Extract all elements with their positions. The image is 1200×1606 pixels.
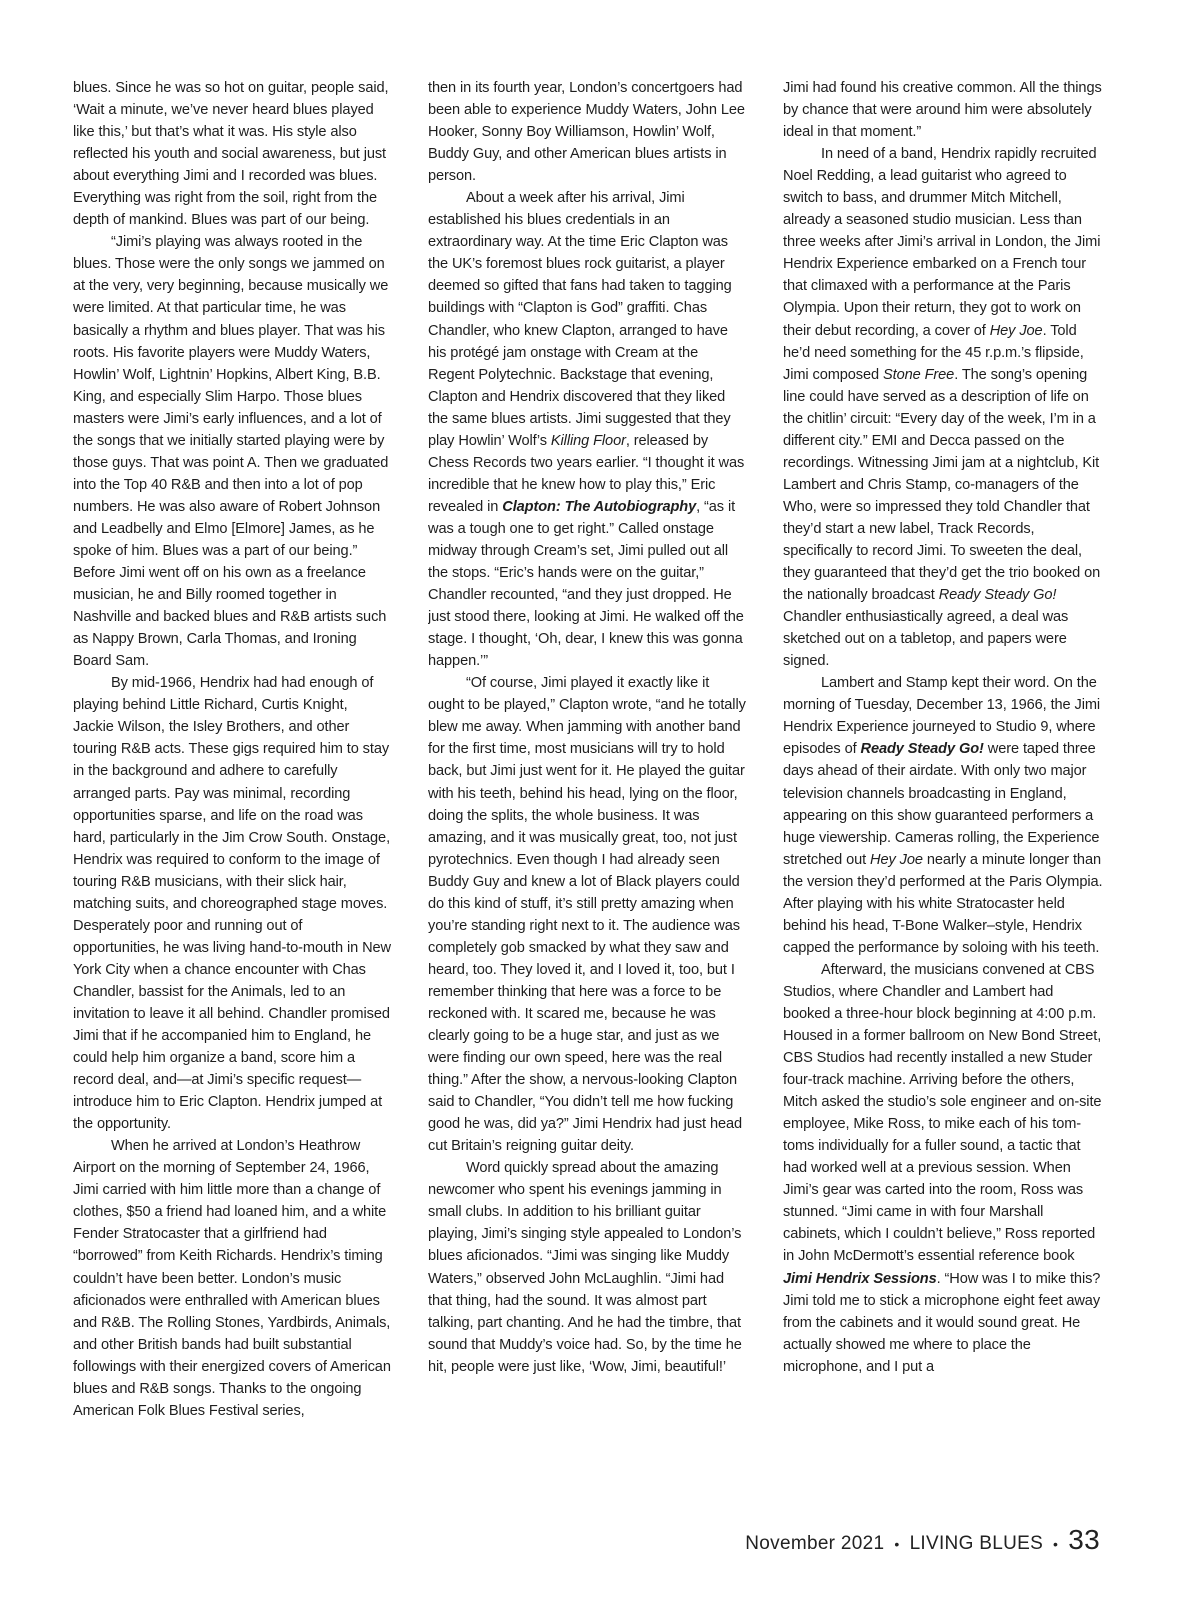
text-run: . The song’s opening line could have served as a description of life on the chitlin’ circuit: “Every day of the week, I’m in a different city.” EMI and Decca passed on the recordings. Witnessing Jimi jam at a nightclub, Kit Lambert and Chris Stamp, co-managers of the Who, were so impressed they told Chandler that they’d start a new label, Track Records, specifically to record Jimi. To sweeten the deal, they guaranteed that they’d get the trio booked on the nationally broadcast bbox=[783, 366, 1101, 604]
text-run: . “How was I to mike this? Jimi told me to stick a microphone eight feet away from the cabinets and it would sound great. He actually showed me where to place the microphone, and I put a bbox=[783, 1270, 1101, 1375]
text-run: “Jimi’s playing was always rooted in the blues. Those were the only songs we jammed on at the very, very beginning, because musically we were limited. At that particular time, he was basically a rhythm and blues player. That was his roots. His favorite players were Muddy Waters, Howlin’ Wolf, Lightnin’ Hopkins, Albert King, B.B. King, and especially Slim Harpo. Those blues masters were Jimi’s early influences, and a lot of the songs that we initially started playing were by those guys. That was point A. Then we graduated into the Top 40 R&B and then into a lot of pop numbers. He was also aware of Robert Johnson and Leadbelly and Elmo [Elmore] James, as he spoke of him. Blues was a part of our being.” Before Jimi went off on his own as a freelance musician, he and Billy roomed together in Nashville and backed blues and R&B artists such as Nappy Brown, Carla Thomas, and Ironing Board Sam. bbox=[73, 234, 389, 670]
page-number: 33 bbox=[1068, 1524, 1100, 1555]
text-run: then in its fourth year, London’s concertgoers had been able to experience Muddy Waters, John Lee Hooker, Sonny Boy Williamson, Howlin’ Wolf, Buddy Guy, and other American blues artists in person. bbox=[428, 80, 745, 185]
text-run: Lambert and Stamp kept their word. On the morning of Tuesday, December 13, 1966, the Jimi Hendrix Experience journeyed to Studio 9, where episodes of bbox=[783, 675, 1101, 758]
paragraph bbox=[783, 143, 1103, 672]
paragraph bbox=[428, 672, 746, 1157]
issue-date: November 2021 bbox=[745, 1533, 885, 1554]
title-text: Clapton: The Autobiography bbox=[502, 498, 697, 515]
text-run: In need of a band, Hendrix rapidly recruited Noel Redding, a lead guitarist who agreed to switch to bass, and drummer Mitch Mitchell, already a seasoned studio musician. Less than three weeks after Jimi’s arrival in London, the Jimi Hendrix Experience embarked on a French tour that climaxed with a performance at the Paris Olympia. Upon their return, they got to work on their debut recording, a cover of bbox=[783, 146, 1101, 339]
text-run: Chandler enthusiastically agreed, a deal was sketched out on a tabletop, and papers were signed. bbox=[783, 609, 1069, 670]
text-run: , released by Chess Records two years earlier. “I thought it was incredible that he knew how to play this,” Eric revealed in bbox=[428, 432, 745, 515]
title-text: Stone Free bbox=[882, 366, 955, 383]
separator-dot: • bbox=[1053, 1536, 1059, 1552]
paragraph bbox=[73, 231, 391, 672]
text-run: Afterward, the musicians convened at CBS Studios, where Chandler and Lambert had booked a three-hour block beginning at 4:00 p.m. Housed in a former ballroom on New Bond Street, CBS Studios had recently installed a new Studer four-track machine. Arriving before the others, Mitch asked the studio’s sole engineer and on-site employee, Mike Ross, to mike each of his tom-toms individually for a fuller sound, a tactic that had worked well at a previous session. When Jimi’s gear was carted into the room, Ross was stunned. “Jimi came in with four Marshall cabinets, which I couldn’t believe,” Ross reported in John McDermott’s essential reference book bbox=[783, 961, 1102, 1265]
text-run: nearly a minute longer than the version they’d performed at the Paris Olympia. After playing with his white Stratocaster held behind his head, T-Bone Walker–style, Hendrix capped the performance by soloing with his teeth. bbox=[783, 851, 1103, 956]
title-text: Killing Floor bbox=[550, 432, 626, 449]
text-run: By mid-1966, Hendrix had had enough of playing behind Little Richard, Curtis Knight, Jackie Wilson, the Isley Brothers, and other touring R&B acts. These gigs required him to stay in the background and adhere to carefully arranged parts. Pay was minimal, recording opportunities sparse, and life on the road was hard, particularly in the Jim Crow South. Onstage, Hendrix was required to conform to the image of touring R&B musicians, with their slick hair, matching suits, and choreographed stage moves. Desperately poor and running out of opportunities, he was living hand-to-mouth in New York City when a chance encounter with Chas Chandler, bassist for the Animals, led to an invitation to leave it all behind. Chandler promised Jimi that if he accompanied him to England, he could help him organize a band, score him a record deal, and—at Jimi’s specific request—introduce him to Eric Clapton. Hendrix jumped at the opportunity. bbox=[73, 675, 391, 1133]
separator-dot: • bbox=[894, 1536, 900, 1552]
paragraph bbox=[428, 1157, 746, 1377]
article-body bbox=[73, 77, 1103, 1477]
magazine-name: LIVING BLUES bbox=[909, 1533, 1044, 1554]
text-run: were taped three days ahead of their airdate. With only two major television channels broadcasting in England, appearing on this show guaranteed performers a huge viewership. Cameras rolling, the Experience stretched out bbox=[783, 741, 1100, 868]
text-run: About a week after his arrival, Jimi established his blues credentials in an extraordinary way. At the time Eric Clapton was the UK’s foremost blues rock guitarist, a player deemed so gifted that fans had taken to tagging buildings with “Clapton is God” graffiti. Chas Chandler, who knew Clapton, arranged to have his protégé jam onstage with Cream at the Regent Polytechnic. Backstage that evening, Clapton and Hendrix discovered that they liked the same blues artists. Jimi suggested that they play Howlin’ Wolf’s bbox=[428, 190, 732, 449]
title-text: Hey Joe bbox=[870, 851, 923, 868]
page-footer bbox=[745, 1524, 1100, 1556]
paragraph bbox=[73, 77, 391, 231]
paragraph bbox=[73, 672, 391, 1135]
text-run: , “as it was a tough one to get right.” Called onstage midway through Cream’s set, Jimi pulled out all the stops. “Eric’s hands were on the guitar,” Chandler recounted, “and they just dropped. He just stood there, looking at Jimi. He walked off the stage. I thought, ‘Oh, dear, I knew this was gonna happen.’” bbox=[428, 498, 744, 670]
text-run: . Told he’d need something for the 45 r.p.m.’s flipside, Jimi composed bbox=[783, 322, 1084, 383]
column-3 bbox=[783, 77, 1103, 1477]
title-text: Jimi Hendrix Sessions bbox=[783, 1270, 937, 1287]
paragraph bbox=[783, 959, 1103, 1378]
paragraph bbox=[73, 1135, 391, 1422]
paragraph bbox=[783, 672, 1103, 959]
text-run: Jimi had found his creative common. All the things by chance that were around him were absolutely ideal in that moment.” bbox=[783, 80, 1102, 141]
title-text: Hey Joe bbox=[989, 322, 1043, 339]
column-1 bbox=[73, 77, 391, 1477]
text-run: blues. Since he was so hot on guitar, people said, ‘Wait a minute, we’ve never heard blues played like this,’ but that’s what it was. His style also reflected his youth and social awareness, but just about everything Jimi and I recorded was blues. Everything was right from the soil, right from the depth of mankind. Blues was part of our being. bbox=[73, 80, 389, 229]
paragraph bbox=[783, 77, 1103, 143]
column-2 bbox=[428, 77, 746, 1477]
paragraph bbox=[428, 187, 746, 672]
title-text: Ready Steady Go! bbox=[860, 741, 984, 758]
paragraph bbox=[428, 77, 746, 187]
text-run: Word quickly spread about the amazing newcomer who spent his evenings jamming in small clubs. In addition to his brilliant guitar playing, Jimi’s singing style appealed to London’s blues aficionados. “Jimi was singing like Muddy Waters,” observed John McLaughlin. “Jimi had that thing, had the sound. It was almost part talking, part chanting. And he had the timbre, that sound that Muddy’s voice had. So, by the time he hit, people were just like, ‘Wow, Jimi, beautiful!’ bbox=[428, 1160, 742, 1375]
text-run: “Of course, Jimi played it exactly like it ought to be played,” Clapton wrote, “and he totally blew me away. When jamming with another band for the first time, most musicians will try to hold back, but Jimi just went for it. He played the guitar with his teeth, behind his head, lying on the floor, doing the splits, the whole business. It was amazing, and it was musically great, too, not just pyrotechnics. Even though I had already seen Buddy Guy and knew a lot of Black players could do this kind of stuff, it’s still pretty amazing when you’re standing right next to it. The audience was completely gob smacked by what they saw and heard, too. They loved it, and I loved it, too, but I remember thinking that here was a force to be reckoned with. It scared me, because he was clearly going to be a huge star, and just as we were finding our own speed, here was the real thing.” After the show, a nervous-looking Clapton said to Chandler, “You didn’t tell me how fucking good he was, did ya?” Jimi Hendrix had just head cut Britain’s reigning guitar deity. bbox=[428, 675, 746, 1155]
title-text: Ready Steady Go! bbox=[938, 587, 1057, 604]
text-run: When he arrived at London’s Heathrow Airport on the morning of September 24, 1966, Jimi carried with him little more than a change of clothes, $50 a friend had loaned him, and a white Fender Stratocaster that a girlfriend had “borrowed” from Keith Richards. Hendrix’s timing couldn’t have been better. London’s music aficionados were enthralled with American blues and R&B. The Rolling Stones, Yardbirds, Animals, and other British bands had built substantial followings with their energized covers of American blues and R&B songs. Thanks to the ongoing American Folk Blues Festival series, bbox=[73, 1138, 391, 1419]
